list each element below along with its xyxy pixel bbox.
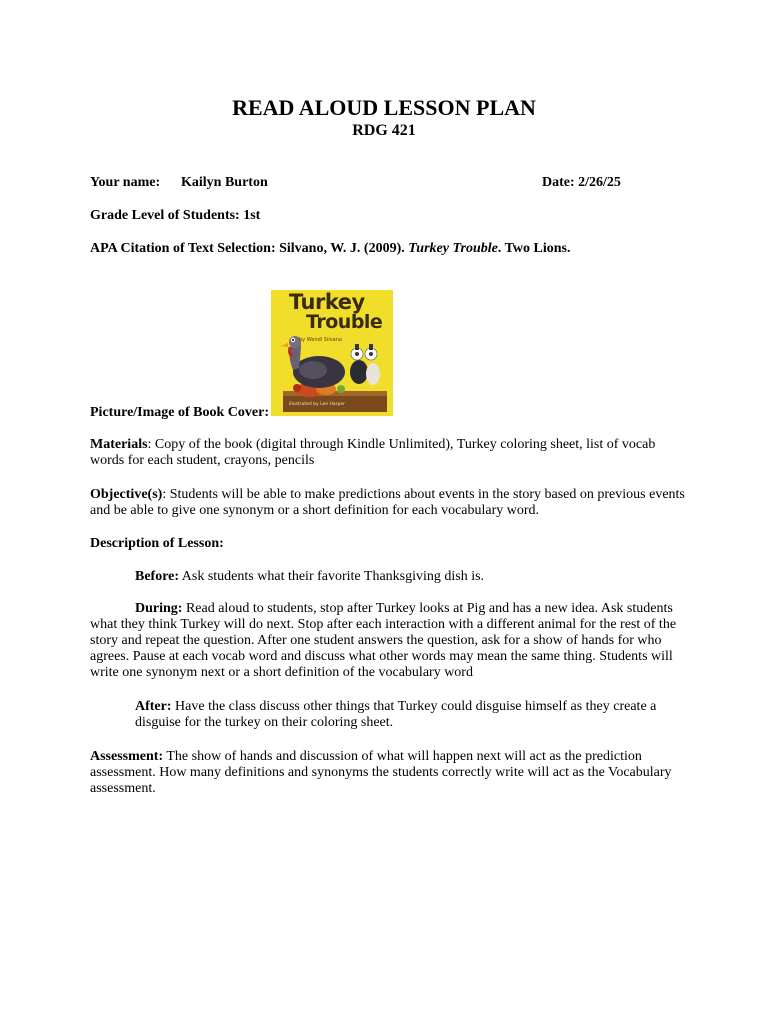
book-cover-label: Picture/Image of Book Cover: <box>90 405 269 420</box>
objectives-text: : Students will be able to make predictions about events in the story based on previous events and be able to give one synonym or a short definition for each vocabulary word. <box>90 487 685 518</box>
before-section <box>135 569 675 585</box>
materials-text: : Copy of the book (digital through Kindle Unlimited), Turkey coloring sheet, list of vocab words for each student, crayons, pencils <box>90 437 656 468</box>
citation-publisher: . Two Lions. <box>497 241 571 256</box>
book-cover-image <box>271 290 393 416</box>
course-code: RDG 421 <box>352 122 416 139</box>
page-title: READ ALOUD LESSON PLAN <box>232 95 536 120</box>
name-label: Your name: <box>90 175 161 190</box>
objectives-label: Objective(s) <box>90 487 163 502</box>
citation-book-title: Turkey Trouble <box>408 241 498 256</box>
date-field: Date: 2/26/25 <box>542 175 621 190</box>
cover-title-line1: Turkey <box>289 290 365 314</box>
during-label: During: <box>135 601 183 616</box>
materials-section <box>90 437 690 469</box>
cover-byline: by Wendi Silvano <box>299 337 342 343</box>
description-heading: Description of Lesson: <box>90 536 224 551</box>
after-text: Have the class discuss other things that Turkey could disguise himself as they create a disguise for the turkey on their coloring sheet. <box>135 699 657 730</box>
cover-title-line2: Trouble <box>306 311 383 333</box>
grade-level: Grade Level of Students: 1st <box>90 208 261 223</box>
assessment-label: Assessment: <box>90 749 164 764</box>
name-value: Kailyn Burton <box>181 175 268 190</box>
cover-illustrator: illustrated by Lee Harper <box>289 402 345 407</box>
objectives-section <box>90 487 690 519</box>
before-label: Before: <box>135 569 180 584</box>
assessment-section <box>90 749 680 797</box>
during-text: Read aloud to students, stop after Turkey looks at Pig and has a new idea. Ask students what they think Turkey will do next. Stop after each interaction with a different animal for the rest of the story and repeat the question. After one student answers the question, ask for a show of hands for who agrees. Pause at each vocab word and discuss what other words may mean the same thing. Students will write one synonym next or a short definition of the vocabulary word <box>90 601 677 680</box>
during-section <box>90 601 680 681</box>
after-label: After: <box>135 699 172 714</box>
citation-label: APA Citation of Text Selection: Silvano, W. J. (2009). <box>90 241 405 256</box>
apa-citation <box>90 241 570 257</box>
assessment-text: The show of hands and discussion of what will happen next will act as the prediction assessment. How many definitions and synonyms the students correctly write will act as the Vocabulary assessment. <box>90 749 672 796</box>
after-section <box>135 699 665 731</box>
before-text: Ask students what their favorite Thanksgiving dish is. <box>179 569 485 584</box>
materials-label: Materials <box>90 437 148 452</box>
